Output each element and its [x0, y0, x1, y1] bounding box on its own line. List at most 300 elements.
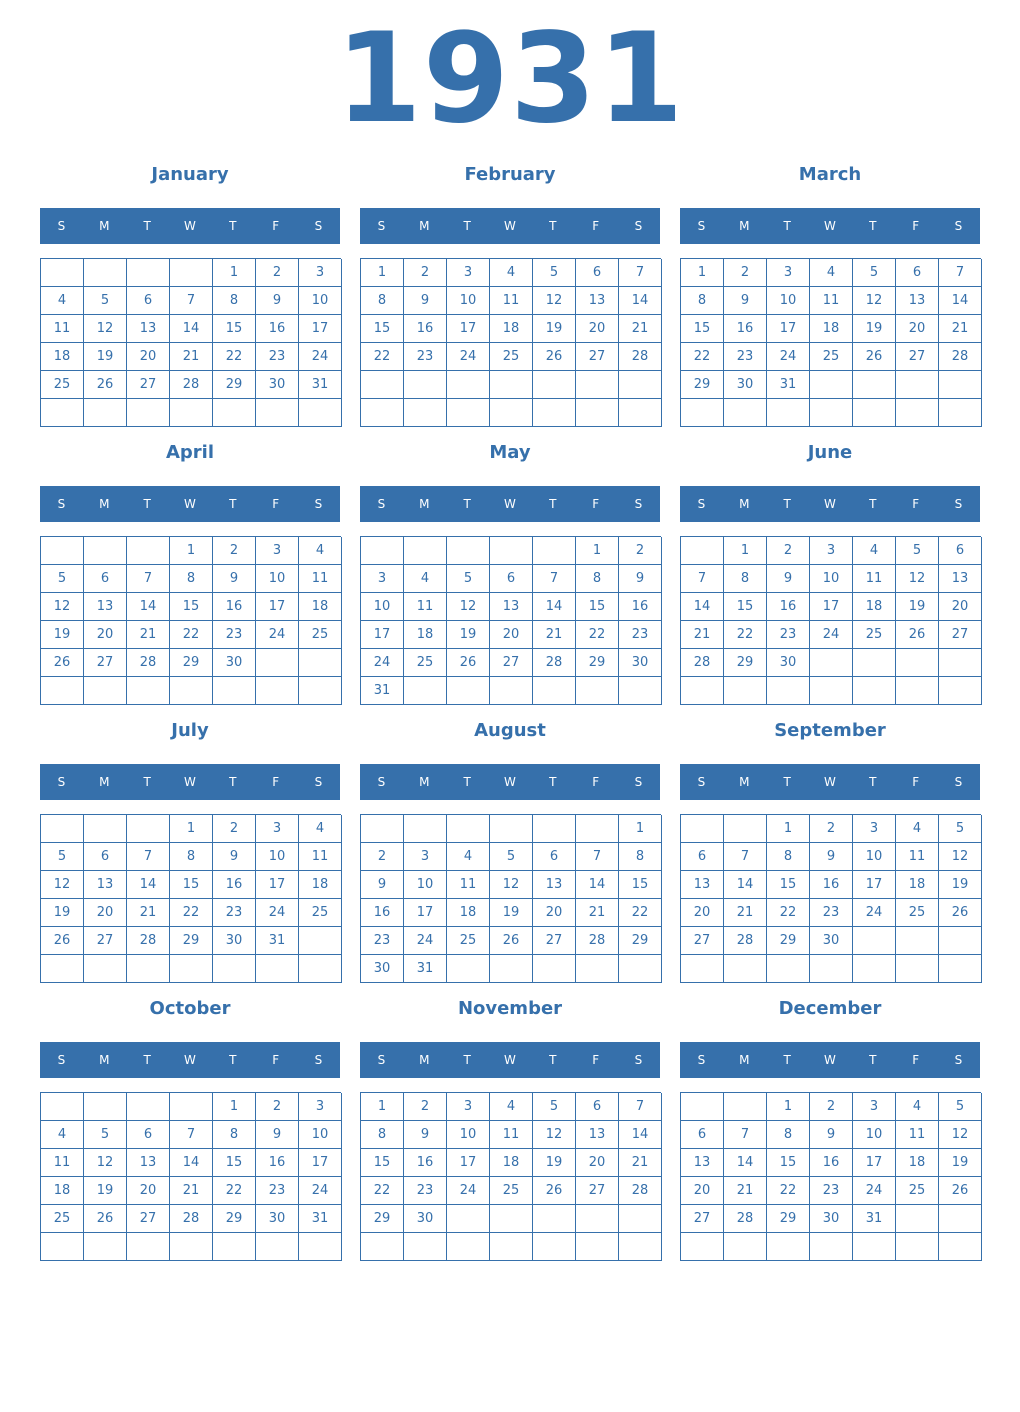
day-cell: 24: [810, 621, 853, 649]
day-cell: 6: [84, 565, 127, 593]
day-cell: 27: [681, 1205, 724, 1233]
weekday-header: T: [549, 775, 557, 789]
weekday-header: S: [634, 219, 643, 233]
empty-day-cell: [361, 537, 404, 565]
empty-day-cell: [576, 371, 619, 399]
day-cell: 16: [810, 871, 853, 899]
day-cell: 5: [84, 287, 127, 315]
empty-day-cell: [681, 1233, 724, 1261]
day-cell: 20: [576, 315, 619, 343]
weekday-header: W: [184, 219, 196, 233]
day-cell: 31: [361, 677, 404, 705]
day-cell: 21: [939, 315, 982, 343]
day-cell: 21: [619, 315, 662, 343]
day-cell: 22: [619, 899, 662, 927]
day-cell: 29: [170, 649, 213, 677]
day-cell: 6: [533, 843, 576, 871]
day-cell: 11: [853, 565, 896, 593]
empty-day-cell: [84, 259, 127, 287]
month-august: [360, 716, 660, 984]
empty-day-cell: [896, 371, 939, 399]
day-cell: 1: [213, 259, 256, 287]
day-cell: 4: [896, 815, 939, 843]
day-cell: 25: [447, 927, 490, 955]
weekday-header-row: [360, 486, 660, 522]
empty-day-cell: [256, 1233, 299, 1261]
day-cell: 23: [213, 621, 256, 649]
day-cell: 21: [127, 899, 170, 927]
weekday-header: W: [184, 775, 196, 789]
day-cell: 16: [767, 593, 810, 621]
day-cell: 31: [767, 371, 810, 399]
weekday-header: F: [272, 219, 280, 233]
weekday-header: T: [143, 219, 151, 233]
day-cell: 7: [619, 259, 662, 287]
day-cell: 12: [84, 315, 127, 343]
day-cell: 5: [939, 1093, 982, 1121]
weekday-header: F: [272, 497, 280, 511]
day-cell: 6: [127, 1121, 170, 1149]
empty-day-cell: [896, 649, 939, 677]
empty-day-cell: [213, 677, 256, 705]
weekday-header-row: [360, 764, 660, 800]
day-cell: 3: [404, 843, 447, 871]
empty-day-cell: [361, 815, 404, 843]
day-cell: 2: [213, 815, 256, 843]
day-cell: 19: [896, 593, 939, 621]
weekday-header: F: [912, 219, 920, 233]
day-cell: 17: [810, 593, 853, 621]
day-cell: 15: [170, 871, 213, 899]
day-cell: 18: [299, 593, 342, 621]
day-cell: 1: [213, 1093, 256, 1121]
day-cell: 19: [447, 621, 490, 649]
weekday-header: M: [99, 775, 110, 789]
day-cell: 25: [853, 621, 896, 649]
day-cell: 25: [490, 1177, 533, 1205]
month-name: June: [807, 442, 853, 463]
day-cell: 7: [939, 259, 982, 287]
weekday-header: S: [954, 775, 963, 789]
day-cell: 11: [41, 1149, 84, 1177]
weekday-header: F: [912, 497, 920, 511]
day-cell: 5: [533, 259, 576, 287]
weekday-header: S: [697, 1053, 706, 1067]
day-cell: 29: [681, 371, 724, 399]
day-cell: 19: [939, 1149, 982, 1177]
day-cell: 1: [170, 815, 213, 843]
day-cell: 28: [724, 1205, 767, 1233]
day-cell: 24: [361, 649, 404, 677]
day-cell: 7: [127, 565, 170, 593]
empty-day-cell: [299, 399, 342, 427]
day-cell: 25: [299, 621, 342, 649]
day-cell: 18: [404, 621, 447, 649]
weekday-header: T: [783, 219, 791, 233]
weekday-header-row: [680, 486, 980, 522]
day-cell: 11: [490, 1121, 533, 1149]
empty-day-cell: [896, 677, 939, 705]
day-cell: 2: [810, 815, 853, 843]
day-cell: 28: [619, 1177, 662, 1205]
day-cell: 13: [681, 1149, 724, 1177]
day-cell: 7: [681, 565, 724, 593]
day-cell: 21: [533, 621, 576, 649]
day-cell: 1: [361, 259, 404, 287]
day-cell: 21: [681, 621, 724, 649]
day-cell: 20: [127, 343, 170, 371]
day-cell: 1: [767, 1093, 810, 1121]
day-cell: 31: [256, 927, 299, 955]
empty-day-cell: [490, 1233, 533, 1261]
day-cell: 18: [896, 871, 939, 899]
weekday-header: T: [783, 775, 791, 789]
day-cell: 3: [810, 537, 853, 565]
day-cell: 28: [170, 371, 213, 399]
day-cell: 4: [490, 1093, 533, 1121]
day-cell: 17: [256, 871, 299, 899]
day-cell: 20: [681, 899, 724, 927]
day-cell: 2: [724, 259, 767, 287]
empty-day-cell: [724, 815, 767, 843]
day-cell: 7: [724, 843, 767, 871]
day-grid: [360, 1092, 661, 1261]
empty-day-cell: [213, 399, 256, 427]
day-cell: 25: [41, 371, 84, 399]
empty-day-cell: [939, 1233, 982, 1261]
day-cell: 5: [41, 565, 84, 593]
day-cell: 29: [213, 371, 256, 399]
day-cell: 23: [767, 621, 810, 649]
empty-day-cell: [41, 537, 84, 565]
day-cell: 27: [84, 927, 127, 955]
day-cell: 31: [299, 371, 342, 399]
empty-day-cell: [41, 259, 84, 287]
day-cell: 18: [853, 593, 896, 621]
empty-day-cell: [447, 815, 490, 843]
empty-day-cell: [84, 537, 127, 565]
day-cell: 3: [853, 1093, 896, 1121]
day-cell: 28: [681, 649, 724, 677]
weekday-header: T: [143, 497, 151, 511]
weekday-header-row: [40, 1042, 340, 1078]
day-grid: [680, 258, 981, 427]
day-cell: 8: [767, 843, 810, 871]
weekday-header: M: [419, 1053, 430, 1067]
day-cell: 29: [767, 927, 810, 955]
day-cell: 30: [619, 649, 662, 677]
day-cell: 5: [533, 1093, 576, 1121]
empty-day-cell: [810, 955, 853, 983]
weekday-header: F: [592, 497, 600, 511]
empty-day-cell: [127, 1093, 170, 1121]
day-cell: 29: [724, 649, 767, 677]
day-cell: 8: [170, 565, 213, 593]
empty-day-cell: [299, 955, 342, 983]
month-name: November: [457, 998, 563, 1019]
day-cell: 10: [299, 1121, 342, 1149]
empty-day-cell: [533, 1233, 576, 1261]
month-name: January: [151, 164, 229, 185]
day-cell: 9: [213, 565, 256, 593]
weekday-header-row: [40, 764, 340, 800]
empty-day-cell: [41, 955, 84, 983]
weekday-header: T: [869, 1053, 877, 1067]
day-cell: 20: [939, 593, 982, 621]
empty-day-cell: [170, 1093, 213, 1121]
weekday-header: F: [272, 1053, 280, 1067]
weekday-header: S: [377, 775, 386, 789]
day-cell: 20: [681, 1177, 724, 1205]
day-cell: 10: [361, 593, 404, 621]
day-cell: 14: [619, 287, 662, 315]
empty-day-cell: [576, 1233, 619, 1261]
day-cell: 8: [767, 1121, 810, 1149]
empty-day-cell: [533, 815, 576, 843]
empty-day-cell: [681, 1093, 724, 1121]
day-cell: 4: [404, 565, 447, 593]
empty-day-cell: [84, 677, 127, 705]
day-cell: 9: [213, 843, 256, 871]
day-cell: 26: [853, 343, 896, 371]
day-cell: 22: [361, 1177, 404, 1205]
day-cell: 26: [896, 621, 939, 649]
month-october: [40, 994, 340, 1262]
day-cell: 24: [447, 343, 490, 371]
day-cell: 31: [404, 955, 447, 983]
weekday-header: S: [634, 497, 643, 511]
month-name: October: [149, 998, 231, 1019]
empty-day-cell: [127, 399, 170, 427]
day-cell: 2: [619, 537, 662, 565]
empty-day-cell: [576, 955, 619, 983]
day-cell: 16: [810, 1149, 853, 1177]
empty-day-cell: [447, 1205, 490, 1233]
empty-day-cell: [681, 399, 724, 427]
day-cell: 25: [896, 899, 939, 927]
day-cell: 17: [447, 1149, 490, 1177]
day-cell: 13: [490, 593, 533, 621]
day-cell: 13: [576, 1121, 619, 1149]
day-cell: 30: [256, 1205, 299, 1233]
empty-day-cell: [447, 399, 490, 427]
empty-day-cell: [853, 399, 896, 427]
day-cell: 21: [576, 899, 619, 927]
weekday-header: S: [377, 1053, 386, 1067]
empty-day-cell: [170, 399, 213, 427]
empty-day-cell: [853, 927, 896, 955]
day-cell: 24: [447, 1177, 490, 1205]
empty-day-cell: [170, 955, 213, 983]
day-cell: 8: [361, 1121, 404, 1149]
day-cell: 12: [939, 843, 982, 871]
empty-day-cell: [681, 955, 724, 983]
day-cell: 20: [896, 315, 939, 343]
weekday-header: F: [592, 1053, 600, 1067]
day-cell: 15: [361, 315, 404, 343]
day-cell: 29: [213, 1205, 256, 1233]
day-cell: 18: [41, 343, 84, 371]
day-cell: 18: [896, 1149, 939, 1177]
day-cell: 3: [256, 815, 299, 843]
empty-day-cell: [404, 1233, 447, 1261]
empty-day-cell: [84, 815, 127, 843]
day-cell: 5: [447, 565, 490, 593]
empty-day-cell: [533, 1205, 576, 1233]
day-cell: 8: [170, 843, 213, 871]
day-cell: 31: [299, 1205, 342, 1233]
day-cell: 19: [41, 621, 84, 649]
day-cell: 28: [724, 927, 767, 955]
weekday-header: S: [697, 219, 706, 233]
empty-day-cell: [490, 815, 533, 843]
day-cell: 13: [896, 287, 939, 315]
weekday-header: M: [419, 775, 430, 789]
day-cell: 15: [213, 1149, 256, 1177]
day-cell: 22: [170, 621, 213, 649]
day-cell: 3: [447, 259, 490, 287]
empty-day-cell: [576, 1205, 619, 1233]
day-cell: 5: [41, 843, 84, 871]
day-cell: 15: [767, 871, 810, 899]
empty-day-cell: [681, 815, 724, 843]
day-cell: 20: [576, 1149, 619, 1177]
empty-day-cell: [404, 537, 447, 565]
empty-day-cell: [939, 1205, 982, 1233]
day-cell: 8: [619, 843, 662, 871]
day-cell: 6: [576, 259, 619, 287]
weekday-header: S: [377, 497, 386, 511]
day-cell: 10: [767, 287, 810, 315]
empty-day-cell: [213, 955, 256, 983]
day-cell: 17: [447, 315, 490, 343]
weekday-header: T: [229, 219, 237, 233]
day-cell: 9: [767, 565, 810, 593]
day-cell: 2: [810, 1093, 853, 1121]
day-cell: 10: [256, 843, 299, 871]
day-cell: 22: [681, 343, 724, 371]
day-cell: 17: [853, 871, 896, 899]
day-cell: 12: [490, 871, 533, 899]
day-cell: 17: [256, 593, 299, 621]
day-grid: [680, 814, 981, 983]
day-cell: 9: [256, 287, 299, 315]
weekday-header: M: [739, 497, 750, 511]
empty-day-cell: [853, 1233, 896, 1261]
day-cell: 28: [170, 1205, 213, 1233]
day-cell: 26: [84, 371, 127, 399]
day-cell: 11: [810, 287, 853, 315]
day-cell: 13: [533, 871, 576, 899]
day-cell: 6: [681, 843, 724, 871]
day-cell: 11: [896, 843, 939, 871]
empty-day-cell: [724, 399, 767, 427]
empty-day-cell: [41, 1093, 84, 1121]
empty-day-cell: [127, 815, 170, 843]
empty-day-cell: [404, 371, 447, 399]
day-cell: 21: [724, 899, 767, 927]
day-cell: 28: [127, 927, 170, 955]
day-cell: 6: [576, 1093, 619, 1121]
day-cell: 3: [299, 259, 342, 287]
day-cell: 17: [853, 1149, 896, 1177]
empty-day-cell: [619, 955, 662, 983]
weekday-header: S: [57, 1053, 66, 1067]
day-cell: 2: [213, 537, 256, 565]
empty-day-cell: [127, 537, 170, 565]
day-cell: 13: [127, 1149, 170, 1177]
day-cell: 18: [810, 315, 853, 343]
day-grid: [40, 814, 341, 983]
day-cell: 20: [490, 621, 533, 649]
empty-day-cell: [84, 1093, 127, 1121]
day-cell: 19: [533, 315, 576, 343]
weekday-header: W: [184, 497, 196, 511]
day-cell: 9: [256, 1121, 299, 1149]
day-cell: 2: [361, 843, 404, 871]
day-cell: 4: [41, 1121, 84, 1149]
day-cell: 4: [41, 287, 84, 315]
day-cell: 11: [41, 315, 84, 343]
day-cell: 9: [361, 871, 404, 899]
day-cell: 21: [170, 1177, 213, 1205]
day-cell: 12: [939, 1121, 982, 1149]
day-cell: 22: [213, 1177, 256, 1205]
empty-day-cell: [41, 677, 84, 705]
day-cell: 1: [170, 537, 213, 565]
weekday-header: S: [634, 1053, 643, 1067]
day-cell: 11: [896, 1121, 939, 1149]
day-cell: 29: [767, 1205, 810, 1233]
day-cell: 12: [533, 1121, 576, 1149]
day-cell: 2: [256, 259, 299, 287]
day-cell: 26: [533, 343, 576, 371]
weekday-header: S: [314, 775, 323, 789]
day-cell: 28: [619, 343, 662, 371]
day-cell: 5: [84, 1121, 127, 1149]
day-cell: 14: [724, 871, 767, 899]
day-cell: 24: [299, 343, 342, 371]
day-cell: 23: [361, 927, 404, 955]
empty-day-cell: [41, 1233, 84, 1261]
day-cell: 12: [896, 565, 939, 593]
day-cell: 9: [404, 1121, 447, 1149]
day-cell: 22: [213, 343, 256, 371]
day-cell: 19: [939, 871, 982, 899]
empty-day-cell: [299, 1233, 342, 1261]
day-cell: 1: [576, 537, 619, 565]
month-june: [680, 438, 980, 706]
weekday-header: F: [592, 775, 600, 789]
weekday-header: S: [57, 219, 66, 233]
weekday-header: S: [634, 775, 643, 789]
day-cell: 13: [84, 871, 127, 899]
empty-day-cell: [84, 1233, 127, 1261]
day-cell: 7: [127, 843, 170, 871]
day-cell: 30: [213, 927, 256, 955]
day-cell: 21: [127, 621, 170, 649]
empty-day-cell: [41, 815, 84, 843]
empty-day-cell: [490, 537, 533, 565]
day-cell: 1: [619, 815, 662, 843]
empty-day-cell: [810, 399, 853, 427]
day-cell: 25: [896, 1177, 939, 1205]
empty-day-cell: [447, 371, 490, 399]
day-cell: 25: [41, 1205, 84, 1233]
weekday-header: T: [143, 1053, 151, 1067]
day-cell: 19: [84, 343, 127, 371]
day-cell: 19: [853, 315, 896, 343]
